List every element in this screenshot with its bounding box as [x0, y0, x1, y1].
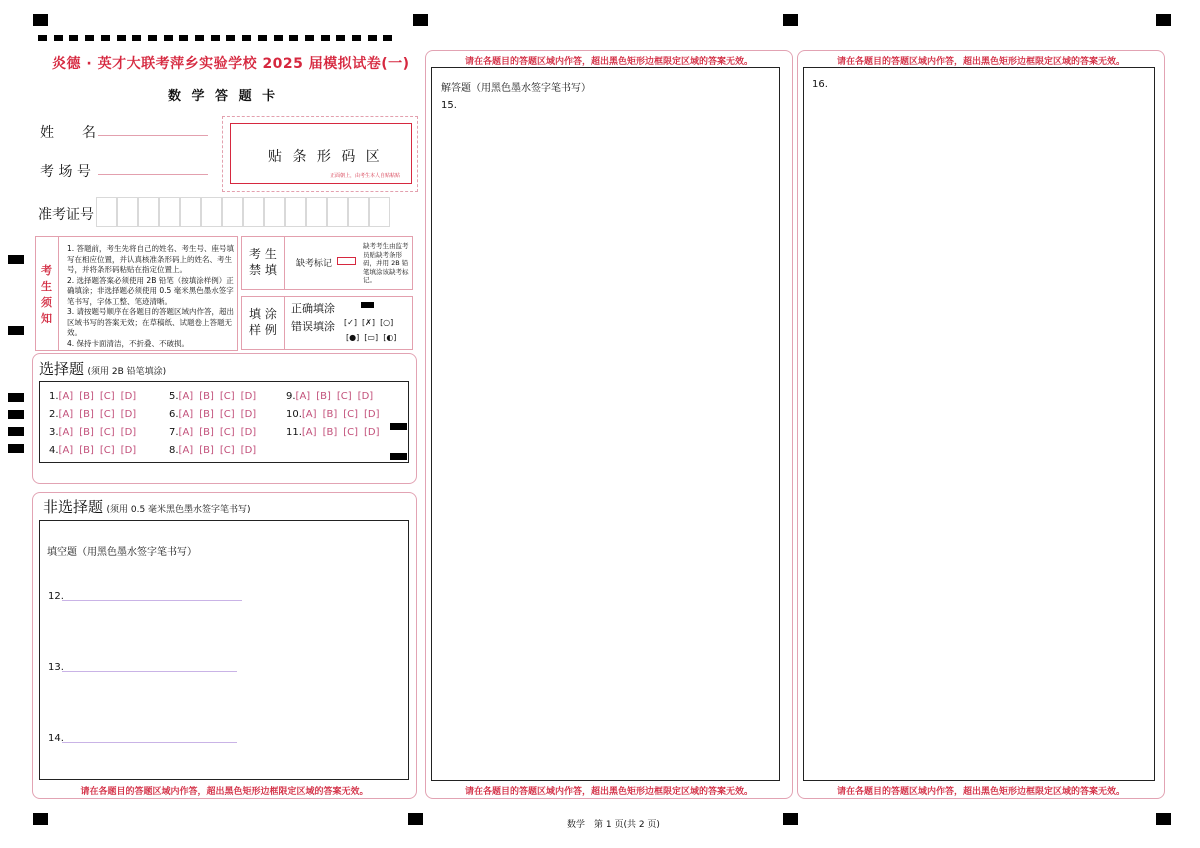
choice-option-bubble[interactable]: [A]: [178, 445, 194, 456]
timing-dash: [179, 35, 188, 41]
notice-item-1: 1. 答题前，考生先将自己的姓名、考生号、座号填写在相应位置，并认真核准条形码上的姓名、考生号，并将条形码粘贴在指定位置上。: [67, 244, 235, 274]
choice-option-bubble[interactable]: [B]: [322, 427, 338, 438]
choice-option-bubble[interactable]: [B]: [79, 409, 94, 420]
choice-question: [169, 427, 256, 438]
choice-option-bubble[interactable]: [C]: [99, 427, 115, 438]
side-mark: [8, 410, 24, 419]
nonchoice-heading: [43, 496, 251, 517]
choice-timing-mark-2: [390, 453, 407, 460]
choice-option-bubble[interactable]: [B]: [199, 427, 214, 438]
timing-dash: [352, 35, 361, 41]
alignment-mark-top-left: [33, 14, 48, 26]
side-mark: [8, 427, 24, 436]
absent-mark-box[interactable]: [337, 257, 356, 265]
choice-option-bubble[interactable]: [C]: [343, 409, 359, 420]
fill-example-divider: [284, 296, 285, 350]
q13-answer-line[interactable]: [62, 671, 237, 672]
choice-question: [286, 427, 380, 438]
choice-option-bubble[interactable]: [C]: [99, 409, 115, 420]
nonchoice-heading-text: 非选择题: [43, 498, 104, 516]
choice-question: [286, 391, 373, 402]
timing-dash: [54, 35, 63, 41]
timing-dash: [336, 35, 345, 41]
choice-question-number: 8.: [169, 445, 179, 456]
timing-dash: [305, 35, 314, 41]
exam-title: 炎德 · 英才大联考萍乡实验学校 2025 届模拟试卷(一): [52, 56, 410, 72]
choice-option-bubble[interactable]: [C]: [219, 409, 235, 420]
side-mark: [8, 444, 24, 453]
q12-answer-line[interactable]: [62, 600, 242, 601]
choice-option-bubble[interactable]: [D]: [120, 409, 137, 420]
choice-option-bubble[interactable]: [A]: [295, 391, 311, 402]
timing-dash: [101, 35, 110, 41]
choice-option-bubble[interactable]: [D]: [120, 445, 137, 456]
answer-area-15[interactable]: [431, 67, 780, 781]
page-footer: 数学 第 1 页(共 2 页): [567, 820, 660, 830]
id-label: 准考证号: [38, 207, 94, 223]
warning-right-bottom: 请在各题目的答题区域内作答，超出黑色矩形边框限定区域的答案无效。: [836, 787, 1125, 797]
wrong-fill-samples-2: [●] [▭] [◐]: [346, 333, 397, 342]
q12-label: 12.: [48, 591, 64, 602]
choice-question-number: 2.: [49, 409, 59, 420]
warning-middle-top: 请在各题目的答题区域内作答，超出黑色矩形边框限定区域的答案无效。: [464, 57, 753, 67]
timing-dash: [38, 35, 47, 41]
warning-left-bottom: 请在各题目的答题区域内作答，超出黑色矩形边框限定区域的答案无效。: [80, 787, 369, 797]
choice-option-bubble[interactable]: [B]: [199, 391, 214, 402]
choice-option-bubble[interactable]: [B]: [79, 445, 94, 456]
timing-dash: [195, 35, 204, 41]
card-subtitle: 数 学 答 题 卡: [168, 89, 279, 104]
notice-char-1: 考: [41, 264, 52, 277]
choice-option-bubble[interactable]: [D]: [364, 409, 380, 420]
choice-option-bubble[interactable]: [B]: [79, 427, 94, 438]
choice-option-bubble[interactable]: [C]: [343, 427, 359, 438]
choice-option-bubble[interactable]: [D]: [120, 391, 137, 402]
timing-track: [38, 35, 398, 41]
timing-dash: [321, 35, 330, 41]
choice-option-bubble[interactable]: [B]: [316, 391, 331, 402]
alignment-mark-top-right: [1156, 14, 1171, 26]
q15-label: 15.: [441, 100, 457, 111]
choice-option-bubble[interactable]: [D]: [240, 427, 257, 438]
notice-text: [67, 244, 235, 349]
choice-option-bubble[interactable]: [D]: [240, 409, 257, 420]
choice-option-bubble[interactable]: [D]: [240, 445, 257, 456]
choice-heading: [39, 358, 166, 379]
absent-divider: [284, 236, 285, 290]
alignment-mark-bottom-left: [33, 813, 48, 825]
timing-dash: [289, 35, 298, 41]
timing-dash: [383, 35, 392, 41]
choice-option-bubble[interactable]: [A]: [178, 409, 194, 420]
choice-option-bubble[interactable]: [A]: [58, 427, 74, 438]
choice-question-number: 1.: [49, 391, 59, 402]
notice-side-divider: [58, 236, 59, 351]
fill-blank-heading: 填空题（用黑色墨水签字笔书写）: [47, 547, 197, 558]
timing-dash: [148, 35, 157, 41]
answer-heading: 解答题（用黑色墨水签字笔书写）: [441, 83, 591, 94]
choice-question-number: 5.: [169, 391, 179, 402]
nonchoice-note: (须用 0.5 毫米黑色墨水签字笔书写): [106, 505, 251, 515]
choice-question-number: 7.: [169, 427, 179, 438]
room-field[interactable]: [98, 161, 208, 175]
timing-dash: [132, 35, 141, 41]
timing-dash: [117, 35, 126, 41]
timing-dash: [226, 35, 235, 41]
choice-question-number: 6.: [169, 409, 179, 420]
choice-timing-mark-1: [390, 423, 407, 430]
name-field[interactable]: [98, 122, 208, 136]
correct-fill-sample: [361, 302, 374, 308]
answer-area-16[interactable]: [803, 67, 1155, 781]
choice-option-bubble[interactable]: [B]: [199, 409, 214, 420]
choice-option-bubble[interactable]: [A]: [58, 409, 74, 420]
notice-item-4: 4. 保持卡面清洁，不折叠、不破损。: [67, 338, 190, 348]
choice-option-bubble[interactable]: [A]: [58, 445, 74, 456]
alignment-mark-bottom-right: [1156, 813, 1171, 825]
choice-question: [49, 445, 136, 456]
timing-dash: [85, 35, 94, 41]
choice-heading-text: 选择题: [39, 360, 85, 378]
wrong-fill-samples-1: [✓] [✗] [○]: [344, 318, 394, 327]
timing-dash: [258, 35, 267, 41]
notice-char-2: 生: [41, 280, 52, 293]
choice-option-bubble[interactable]: [D]: [120, 427, 137, 438]
alignment-mark-top-center-left: [413, 14, 428, 26]
choice-question-number: 11.: [286, 427, 302, 438]
choice-option-bubble[interactable]: [C]: [219, 391, 235, 402]
choice-option-bubble[interactable]: [B]: [322, 409, 338, 420]
choice-option-bubble[interactable]: [C]: [219, 445, 235, 456]
name-label: 姓 名: [40, 125, 96, 141]
choice-question: [169, 409, 256, 420]
absent-note: 缺考考生由监考员贴缺考条形码，并用 2B 铅笔填涂该缺考标记。: [363, 242, 409, 284]
warning-right-top: 请在各题目的答题区域内作答，超出黑色矩形边框限定区域的答案无效。: [836, 57, 1125, 67]
q14-answer-line[interactable]: [62, 742, 237, 743]
choice-question-number: 3.: [49, 427, 59, 438]
choice-question: [49, 409, 136, 420]
barcode-label: 贴 条 形 码 区: [268, 149, 383, 165]
timing-dash: [274, 35, 283, 41]
alignment-mark-bottom-center-left: [408, 813, 423, 825]
room-label: 考 场 号: [40, 164, 91, 180]
timing-dash: [164, 35, 173, 41]
choice-question-number: 4.: [49, 445, 59, 456]
choice-question: [49, 391, 136, 402]
choice-note: (须用 2B 铅笔填涂): [87, 367, 167, 377]
choice-option-bubble[interactable]: [B]: [199, 445, 214, 456]
timing-dash: [242, 35, 251, 41]
choice-question: [49, 427, 136, 438]
timing-dash: [368, 35, 377, 41]
timing-dash: [69, 35, 78, 41]
alignment-mark-bottom-center-right: [783, 813, 798, 825]
choice-question-number: 9.: [286, 391, 296, 402]
choice-option-bubble[interactable]: [A]: [178, 427, 194, 438]
alignment-mark-top-center-right: [783, 14, 798, 26]
choice-question-number: 10.: [286, 409, 302, 420]
q14-label: 14.: [48, 733, 64, 744]
barcode-note: 正面朝上，由考生本人自贴粘贴: [330, 173, 401, 179]
notice-char-3: 须: [41, 296, 52, 309]
choice-option-bubble[interactable]: [A]: [301, 427, 317, 438]
timing-dash: [211, 35, 220, 41]
fill-blank-area[interactable]: [39, 520, 409, 780]
choice-question: [169, 391, 256, 402]
notice-char-4: 知: [41, 312, 52, 325]
choice-option-bubble[interactable]: [C]: [336, 391, 352, 402]
fill-example-label: 填 涂 样 例: [249, 307, 277, 337]
q13-label: 13.: [48, 662, 64, 673]
side-mark: [8, 393, 24, 402]
choice-option-bubble[interactable]: [A]: [58, 391, 74, 402]
choice-option-bubble[interactable]: [C]: [219, 427, 235, 438]
correct-fill-label: 正确填涂: [291, 302, 335, 315]
notice-item-2: 2. 选择题答案必须使用 2B 铅笔（按填涂样例）正确填涂；非选择题必须使用 0.5 毫米黑色墨水签字笔书写，字体工整、笔迹清晰。: [67, 275, 234, 306]
q16-label: 16.: [812, 79, 828, 90]
choice-option-bubble[interactable]: [A]: [178, 391, 194, 402]
id-cells[interactable]: [96, 197, 390, 227]
notice-item-3: 3. 请按题号顺序在各题目的答题区域内作答，超出区域书写的答案无效；在草稿纸、试题卷上答题无效。: [67, 307, 235, 337]
absent-label: 考 生 禁 填: [249, 247, 277, 277]
choice-option-bubble[interactable]: [D]: [357, 391, 374, 402]
wrong-fill-label: 错误填涂: [291, 320, 335, 333]
side-mark: [8, 255, 24, 264]
choice-question: [286, 409, 380, 420]
choice-option-bubble[interactable]: [D]: [364, 427, 380, 438]
choice-option-bubble[interactable]: [D]: [240, 391, 257, 402]
choice-question: [169, 445, 256, 456]
warning-middle-bottom: 请在各题目的答题区域内作答，超出黑色矩形边框限定区域的答案无效。: [464, 787, 753, 797]
side-mark: [8, 326, 24, 335]
choice-option-bubble[interactable]: [C]: [99, 445, 115, 456]
absent-mark-label: 缺考标记: [296, 259, 333, 269]
choice-option-bubble[interactable]: [A]: [301, 409, 317, 420]
choice-option-bubble[interactable]: [C]: [99, 391, 115, 402]
choice-option-bubble[interactable]: [B]: [79, 391, 94, 402]
